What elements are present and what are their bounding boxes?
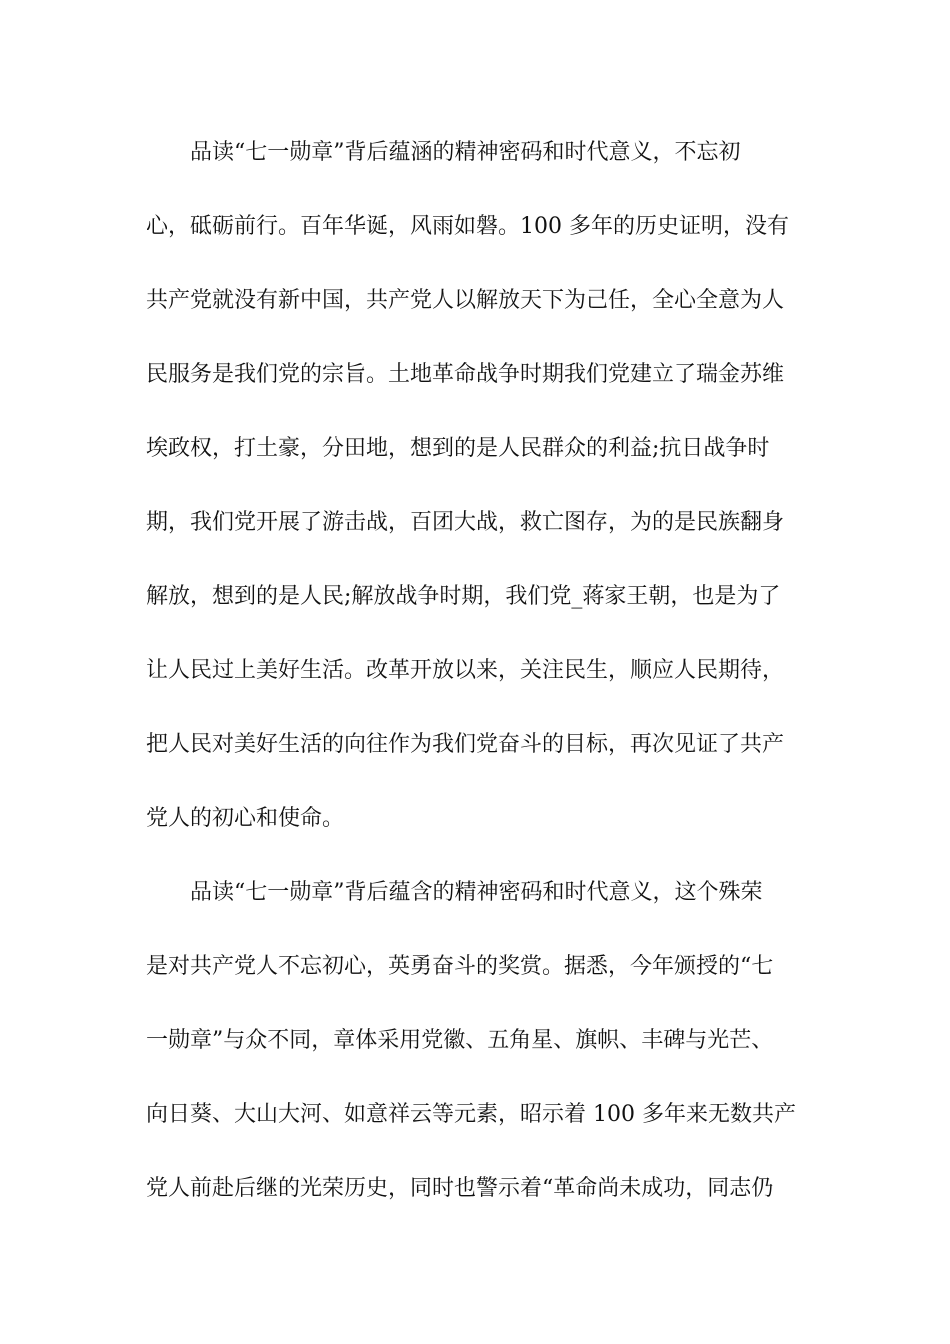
paragraph-2	[146, 874, 796, 1244]
text-line: 向日葵、大山大河、如意祥云等元素，昭示着 100 多年来无数共产	[146, 1102, 796, 1127]
text-line: 民服务是我们党的宗旨。土地革命战争时期我们党建立了瑞金苏维	[146, 362, 785, 387]
text-line: 品读“七一勋章”背后蕴含的精神密码和时代意义，这个殊荣	[190, 880, 763, 905]
text-line: 党人前赴后继的光荣历史，同时也警示着“革命尚未成功，同志仍	[146, 1176, 774, 1201]
text-line: 共产党就没有新中国，共产党人以解放天下为己任，全心全意为人	[146, 288, 785, 313]
text-line: 品读“七一勋章”背后蕴涵的精神密码和时代意义，不忘初	[190, 140, 741, 165]
text-line: 党人的初心和使命。	[146, 806, 345, 831]
text-line: 让人民过上美好生活。改革开放以来，关注民生，顺应人民期待，	[146, 658, 785, 683]
text-line: 是对共产党人不忘初心，英勇奋斗的奖赏。据悉，今年颁授的“七	[146, 954, 774, 979]
text-line: 心，砥砺前行。百年华诞，风雨如磐。100 多年的历史证明，没有	[146, 214, 789, 239]
text-line: 把人民对美好生活的向往作为我们党奋斗的目标，再次见证了共产	[146, 732, 785, 757]
document-body	[146, 134, 796, 1244]
paragraph-1	[146, 134, 796, 874]
text-line: 埃政权，打土豪，分田地，想到的是人民群众的利益;抗日战争时	[146, 436, 770, 461]
text-line: 期，我们党开展了游击战，百团大战，救亡图存，为的是民族翻身	[146, 510, 785, 535]
text-line: 解放，想到的是人民;解放战争时期，我们党_蒋家王朝，也是为了	[146, 584, 781, 609]
text-line: 一勋章”与众不同，章体采用党徽、五角星、旗帜、丰碑与光芒、	[146, 1028, 774, 1053]
